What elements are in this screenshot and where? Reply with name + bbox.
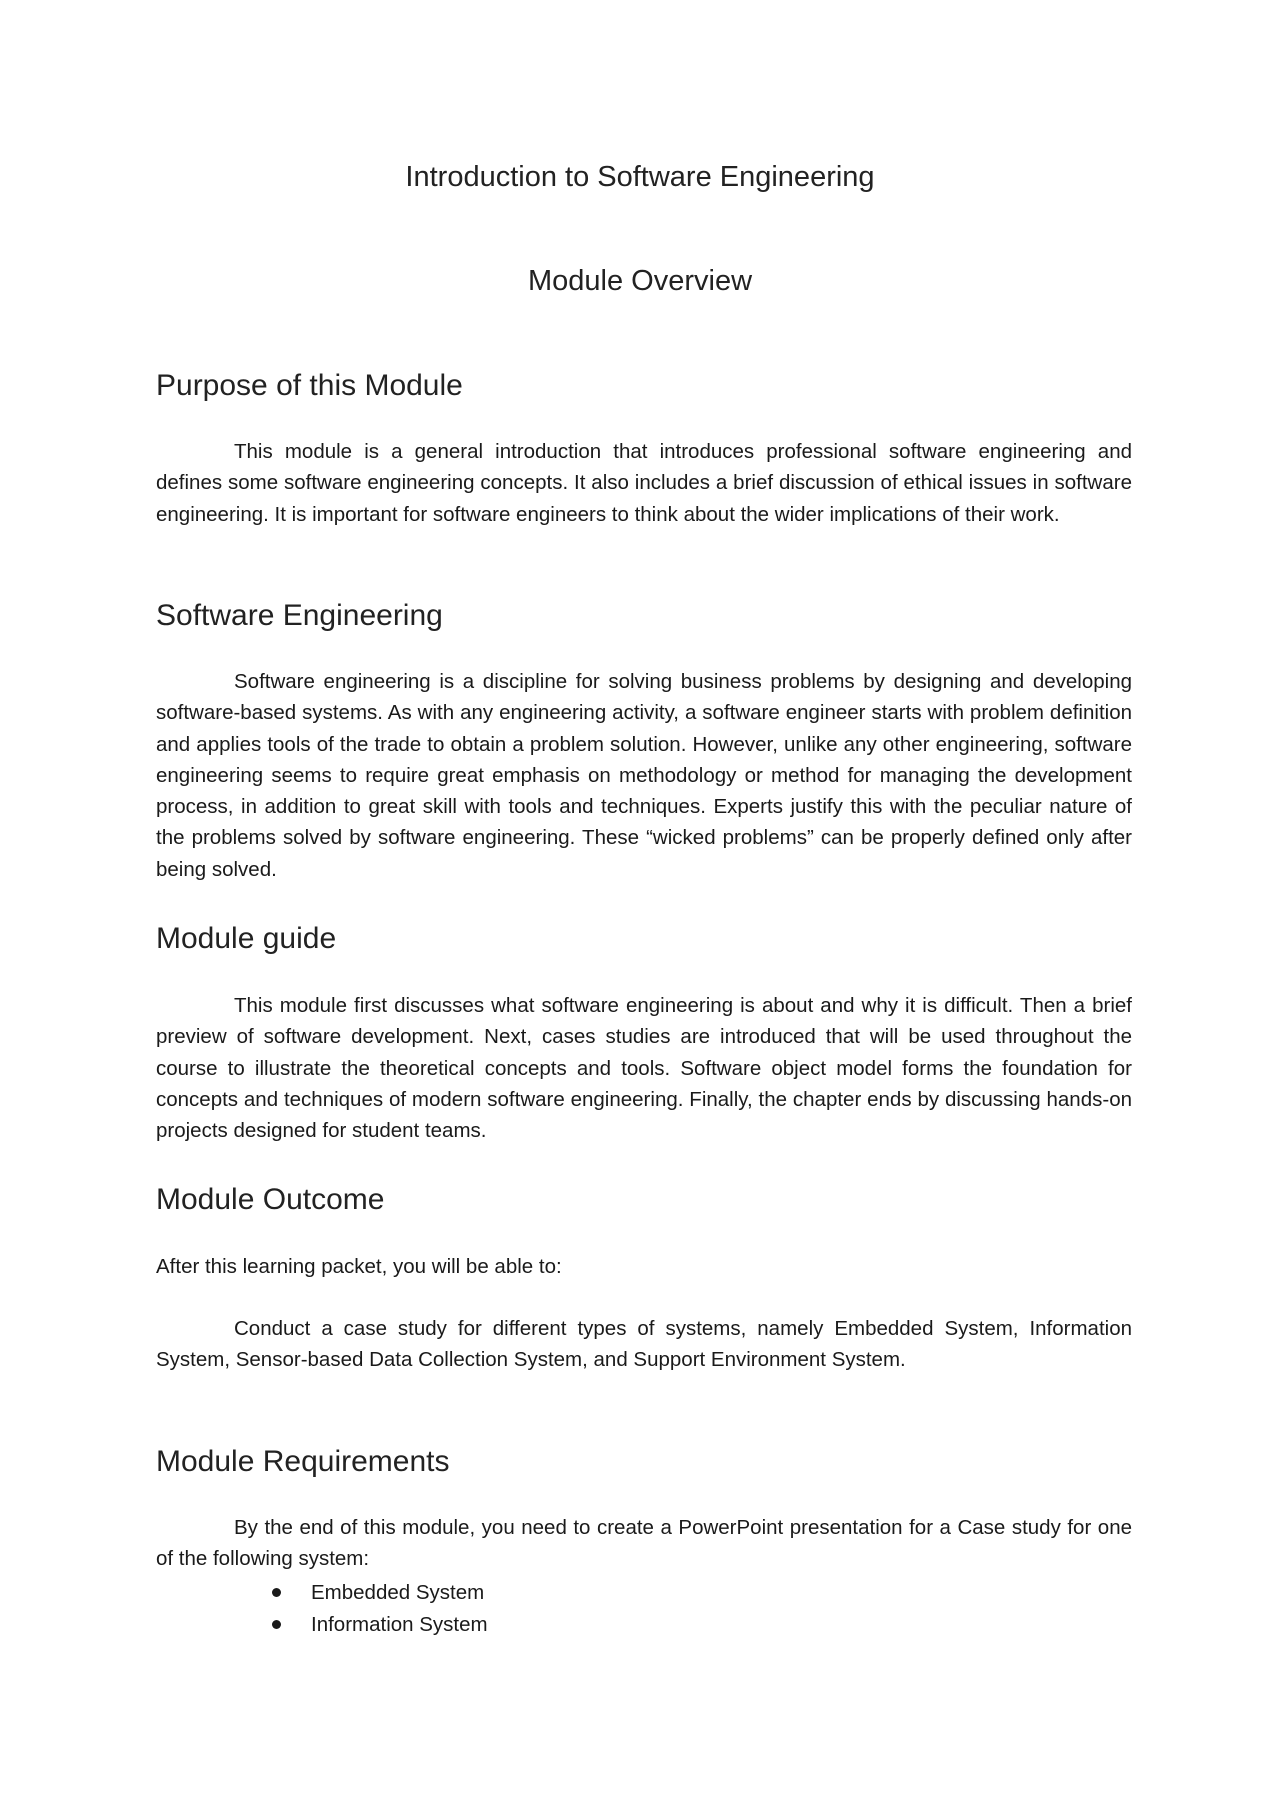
heading-module-outcome: Module Outcome [156, 1183, 385, 1216]
list-item-label: Information System [311, 1613, 488, 1636]
heading-module-guide: Module guide [156, 922, 337, 955]
heading-module-requirements: Module Requirements [156, 1445, 450, 1478]
paragraph-software-engineering: Software engineering is a discipline for solving business problems by designing and developing software-based systems. As with any engineering activity, a software engineer starts with problem definition and applies tools of the trade to obtain a problem solution. However, unlike any other engineering, software engineering seems to require great emphasis on methodology or method for managing the development process, in addition to great skill with tools and techniques. Experts justify this with the peculiar nature of the problems solved by software engineering. These “wicked problems” can be properly defined only after being solved. [156, 670, 1132, 881]
list-item [270, 1609, 488, 1641]
bullet-icon [272, 1620, 281, 1629]
paragraph-module-outcome: Conduct a case study for different types of systems, namely Embedded System, Information System, Sensor-based Data Collection System, and Support Environment System. [156, 1317, 1132, 1372]
paragraph-outcome-intro: After this learning packet, you will be able to: [156, 1255, 562, 1278]
requirements-list [270, 1577, 488, 1641]
document-subtitle: Module Overview [527, 265, 753, 297]
document-title: Introduction to Software Engineering [405, 161, 875, 193]
paragraph-module-requirements: By the end of this module, you need to create a PowerPoint presentation for a Case study for one of the following system: [156, 1516, 1132, 1571]
paragraph-purpose: This module is a general introduction that introduces professional software engineering and defines some software engineering concepts. It also includes a brief discussion of ethical issues in software engineering. It is important for software engineers to think about the wider implications of their work. [156, 440, 1132, 526]
heading-software-engineering: Software Engineering [156, 599, 443, 632]
bullet-icon [272, 1588, 281, 1597]
paragraph-module-guide: This module first discusses what software engineering is about and why it is difficult. Then a brief preview of software development. Next, cases studies are introduced that will be used throughout the course to illustrate the theoretical concepts and tools. Software object model forms the foundation for concepts and techniques of modern software engineering. Finally, the chapter ends by discussing hands-on projects designed for student teams. [156, 994, 1132, 1143]
heading-purpose: Purpose of this Module [156, 369, 463, 402]
list-item [270, 1577, 488, 1609]
list-item-label: Embedded System [311, 1581, 485, 1604]
